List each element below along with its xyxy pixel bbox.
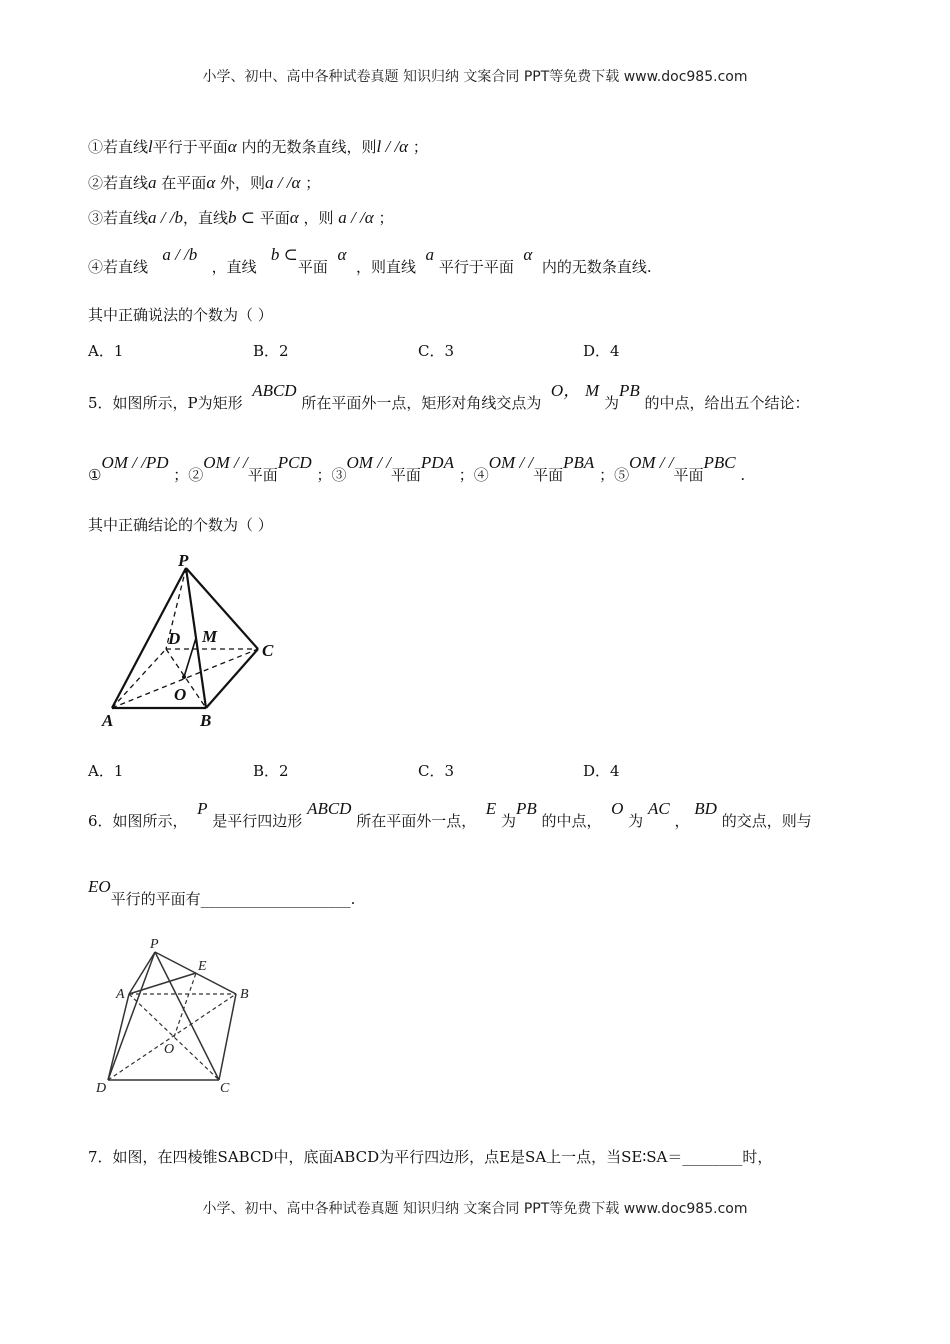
label-o: O (174, 685, 187, 704)
text: ； (412, 138, 428, 156)
text: 外，则 (220, 174, 266, 192)
math: BD (694, 799, 717, 818)
q5-option-a: A．1 (88, 762, 124, 780)
math: a / /b (148, 208, 183, 227)
math: AC (647, 799, 670, 818)
label-d: D (168, 629, 181, 648)
label-d: D (96, 1081, 107, 1096)
text: ，直线 (182, 209, 228, 227)
math: a / /b (162, 245, 198, 264)
math: a (425, 245, 435, 264)
text: 平行于平面 (152, 138, 228, 156)
text: ②若直线 (88, 174, 149, 192)
q4-statement-3 (88, 207, 393, 228)
q7-stem: 7．如图，在四棱锥SABCD中，底面ABCD为平行四边形，点E是SA上一点，当SE∶SA＝________时， (88, 1148, 773, 1166)
text: 为 (500, 812, 516, 830)
text: 所在平面外一点， (356, 812, 477, 830)
math: PCD (277, 453, 312, 472)
text: 6．如图所示， (88, 812, 188, 830)
q4-question: 其中正确说法的个数为（ ） (88, 306, 273, 324)
q4-option-a: A．1 (88, 342, 124, 360)
label-b: B (200, 711, 212, 730)
q5-pyramid-figure (98, 552, 288, 732)
label-a: A (102, 711, 114, 730)
text: 内的无数条直线. (541, 258, 652, 276)
text: 为 (628, 812, 644, 830)
q5-option-c: C．3 (418, 762, 455, 780)
page-header: 小学、初中、高中各种试卷真题 知识归纳 文案合同 PPT等免费下载 www.doc985.com (202, 69, 748, 85)
math: a (148, 173, 157, 192)
math: PB (618, 381, 640, 400)
q4-option-b: B．2 (253, 342, 289, 360)
text: 平行于平面 (438, 258, 514, 276)
math: OM / / (203, 453, 248, 472)
math: α (337, 245, 347, 264)
math: a / /α (265, 173, 301, 192)
text: 5．如图所示，P为矩形 (88, 394, 243, 412)
label-c: C (220, 1081, 230, 1096)
label-c: C (262, 641, 274, 660)
math: ABCD (252, 381, 297, 400)
label-p: P (150, 937, 159, 952)
q4-statement-2 (88, 172, 320, 193)
math: PB (515, 799, 537, 818)
q5-stem (88, 381, 810, 413)
q6-blank-line (88, 877, 356, 909)
label-o: O (164, 1042, 175, 1057)
math: b ⊂ (227, 208, 255, 227)
math: PBC (703, 453, 736, 472)
text: ；⑤ (599, 466, 630, 484)
text: 的中点，给出五个结论： (644, 394, 810, 412)
text: ； (378, 209, 394, 227)
label-b: B (240, 987, 249, 1002)
text: ，则 (303, 209, 334, 227)
text: 平面 (673, 466, 704, 484)
q4-statement-1 (88, 136, 428, 157)
math: l (148, 137, 153, 156)
text: 的交点，则与 (721, 812, 812, 830)
q5-option-d: D．4 (583, 762, 620, 780)
text: 平面 (259, 209, 290, 227)
text: 平面 (247, 466, 278, 484)
math: E (485, 799, 497, 818)
text: ③若直线 (88, 209, 149, 227)
text: 内的无数条直线，则 (241, 138, 377, 156)
math: O (611, 799, 624, 818)
label-a: A (116, 987, 125, 1002)
text: 在平面 (161, 174, 207, 192)
text: ①若直线 (88, 138, 149, 156)
q4-statement-4 (88, 245, 652, 277)
q4-option-c: C．3 (418, 342, 455, 360)
math: α (206, 173, 216, 192)
q5-question: 其中正确结论的个数为（ ） (88, 516, 273, 534)
math: OM / / (346, 453, 391, 472)
q4-option-d: D．4 (583, 342, 620, 360)
text: 平面 (297, 258, 328, 276)
math: OM / /PD (101, 453, 169, 472)
text: 为 (603, 394, 619, 412)
text: ；② (173, 466, 204, 484)
text: ；③ (316, 466, 347, 484)
math: α (227, 137, 237, 156)
text: 平行的平面有____________________. (110, 890, 356, 908)
text: ； (305, 174, 321, 192)
math: ABCD (307, 799, 352, 818)
q5-option-b: B．2 (253, 762, 289, 780)
label-p: P (178, 552, 189, 570)
text: ① (88, 466, 102, 484)
math: b ⊂ (270, 245, 298, 264)
text: 所在平面外一点，矩形对角线交点为 (301, 394, 542, 412)
q6-stem (88, 799, 812, 831)
page-footer: 小学、初中、高中各种试卷真题 知识归纳 文案合同 PPT等免费下载 www.doc985.com (202, 1201, 748, 1217)
math: O， (550, 381, 581, 400)
text: . (740, 466, 746, 484)
math: α (289, 208, 299, 227)
math: PDA (420, 453, 454, 472)
label-e: E (198, 959, 207, 974)
math: OM / / (488, 453, 534, 472)
text: 平面 (390, 466, 421, 484)
math: EO (88, 877, 111, 896)
text: 是平行四边形 (212, 812, 303, 830)
math: PBA (563, 453, 595, 472)
math: P (197, 799, 208, 818)
math: l / /α (376, 137, 409, 156)
math: α (523, 245, 533, 264)
text: 的中点， (541, 812, 602, 830)
math: OM / / (629, 453, 674, 472)
text: ， (674, 812, 690, 830)
label-m: M (202, 627, 218, 646)
text: ④若直线 (88, 258, 149, 276)
math: M (584, 381, 600, 400)
math: a / /α (338, 208, 374, 227)
q5-conclusions (88, 453, 746, 485)
text: ，直线 (211, 258, 257, 276)
q6-pyramid-figure (92, 932, 262, 1097)
text: 平面 (533, 466, 564, 484)
text: ；④ (458, 466, 489, 484)
text: ，则直线 (355, 258, 416, 276)
